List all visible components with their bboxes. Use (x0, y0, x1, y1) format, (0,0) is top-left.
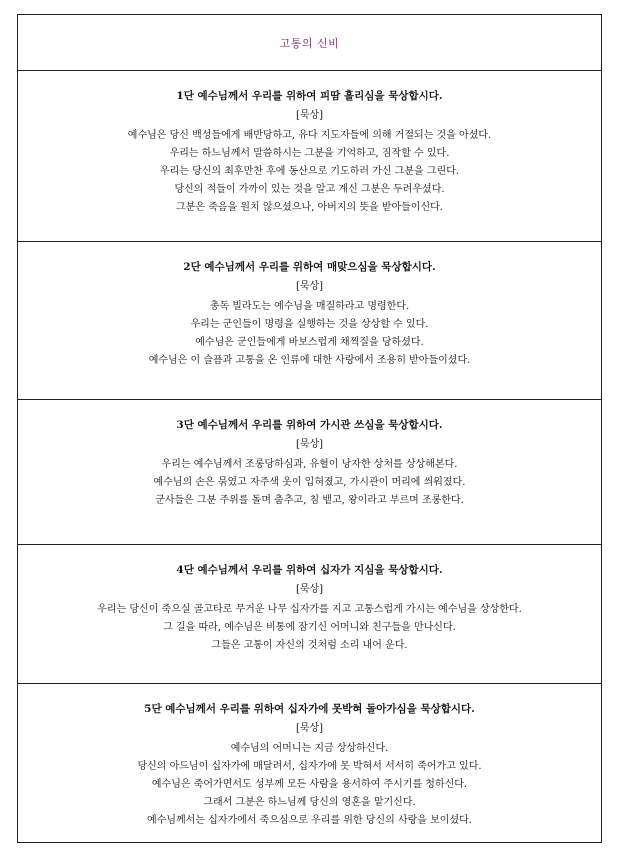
title-row (18, 15, 601, 70)
mystery-section-3 (18, 399, 601, 544)
meditation-line: 예수님께서는 십자가에서 죽으심으로 우리를 위한 당신의 사랑을 보이셨다. (147, 815, 472, 826)
mystery-section-5 (18, 683, 601, 842)
mysteries-table (17, 14, 602, 843)
meditation-label: [묵상] (295, 439, 324, 450)
meditation-line: 예수님의 어머니는 지금 상상하신다. (230, 743, 389, 754)
mystery-section-1 (18, 70, 601, 241)
meditation-line: 우리는 예수님께서 조롱당하심과, 유혈이 낭자한 상처를 상상해본다. (161, 459, 458, 470)
meditation-line: 총독 빌라도는 예수님을 매질하라고 명령한다. (209, 301, 410, 312)
meditation-line: 그들은 고통이 자신의 것처럼 소리 내어 운다. (211, 640, 408, 651)
meditation-line: 그래서 그분은 하느님께 당신의 영혼을 맡기신다. (203, 797, 416, 808)
meditation-line: 우리는 당신이 죽으실 골고타로 무거운 나무 십자가를 지고 고통스럽게 가시는 예수님을 상상한다. (97, 604, 522, 615)
meditation-label: [묵상] (295, 110, 324, 121)
meditation-line: 우리는 당신의 최후만찬 후에 동산으로 기도하러 가신 그분을 그린다. (159, 166, 460, 177)
meditation-label: [묵상] (295, 723, 324, 734)
meditation-label: [묵상] (295, 584, 324, 595)
meditation-line: 예수님은 당신 백성들에게 배반당하고, 유다 지도자들에 의해 거절되는 것을 아셨다. (127, 130, 492, 141)
meditation-line: 예수님의 손은 묶였고 자주색 옷이 입혀졌고, 가시관이 머리에 씌워졌다. (153, 477, 466, 488)
meditation-line: 예수님은 죽어가면서도 성부께 모든 사람을 용서하여 주시기를 청하신다. (151, 779, 468, 790)
page-title: 고통의 신비 (279, 36, 340, 50)
mystery-heading: 4단 예수님께서 우리를 위하여 십자가 지심을 묵상합시다. (176, 564, 443, 576)
meditation-line: 군사들은 그분 주위를 돌며 춤추고, 침 뱉고, 왕이라고 부르며 조롱한다. (155, 495, 464, 506)
meditation-line: 당신의 적들이 가까이 있는 것을 알고 계신 그분은 두려우셨다. (174, 184, 445, 195)
meditation-line: 그분은 죽음을 원치 않으셨으나, 아버지의 뜻을 받아들이신다. (176, 202, 443, 213)
mystery-heading: 2단 예수님께서 우리를 위하여 매맞으심을 묵상합시다. (183, 261, 436, 273)
meditation-line: 그 길을 따라, 예수님은 비통에 잠기신 어머니와 친구들을 만나신다. (163, 622, 456, 633)
meditation-line: 우리는 군인들이 명령을 실행하는 것을 상상할 수 있다. (190, 319, 429, 330)
mystery-heading: 3단 예수님께서 우리를 위하여 가시관 쓰심을 묵상합시다. (176, 419, 443, 431)
mystery-section-2 (18, 241, 601, 399)
meditation-line: 우리는 하느님께서 말씀하시는 그분을 기억하고, 짐작할 수 있다. (169, 148, 450, 159)
meditation-line: 당신의 아드님이 십자가에 매달려서, 십자가에 못 박혀서 서서히 죽어가고 있다. (137, 761, 482, 772)
meditation-label: [묵상] (295, 281, 324, 292)
mystery-heading: 1단 예수님께서 우리를 위하여 피땀 흘리심을 묵상합시다. (176, 90, 443, 102)
meditation-line: 예수님은 군인들에게 바보스럽게 채찍질을 당하셨다. (195, 337, 424, 348)
mystery-heading: 5단 예수님께서 우리를 위하여 십자가에 못박혀 돌아가심을 묵상합시다. (144, 703, 475, 715)
meditation-line: 예수님은 이 슬픔과 고통을 온 인류에 대한 사랑에서 조용히 받아들이셨다. (148, 355, 471, 366)
mystery-section-4 (18, 544, 601, 683)
